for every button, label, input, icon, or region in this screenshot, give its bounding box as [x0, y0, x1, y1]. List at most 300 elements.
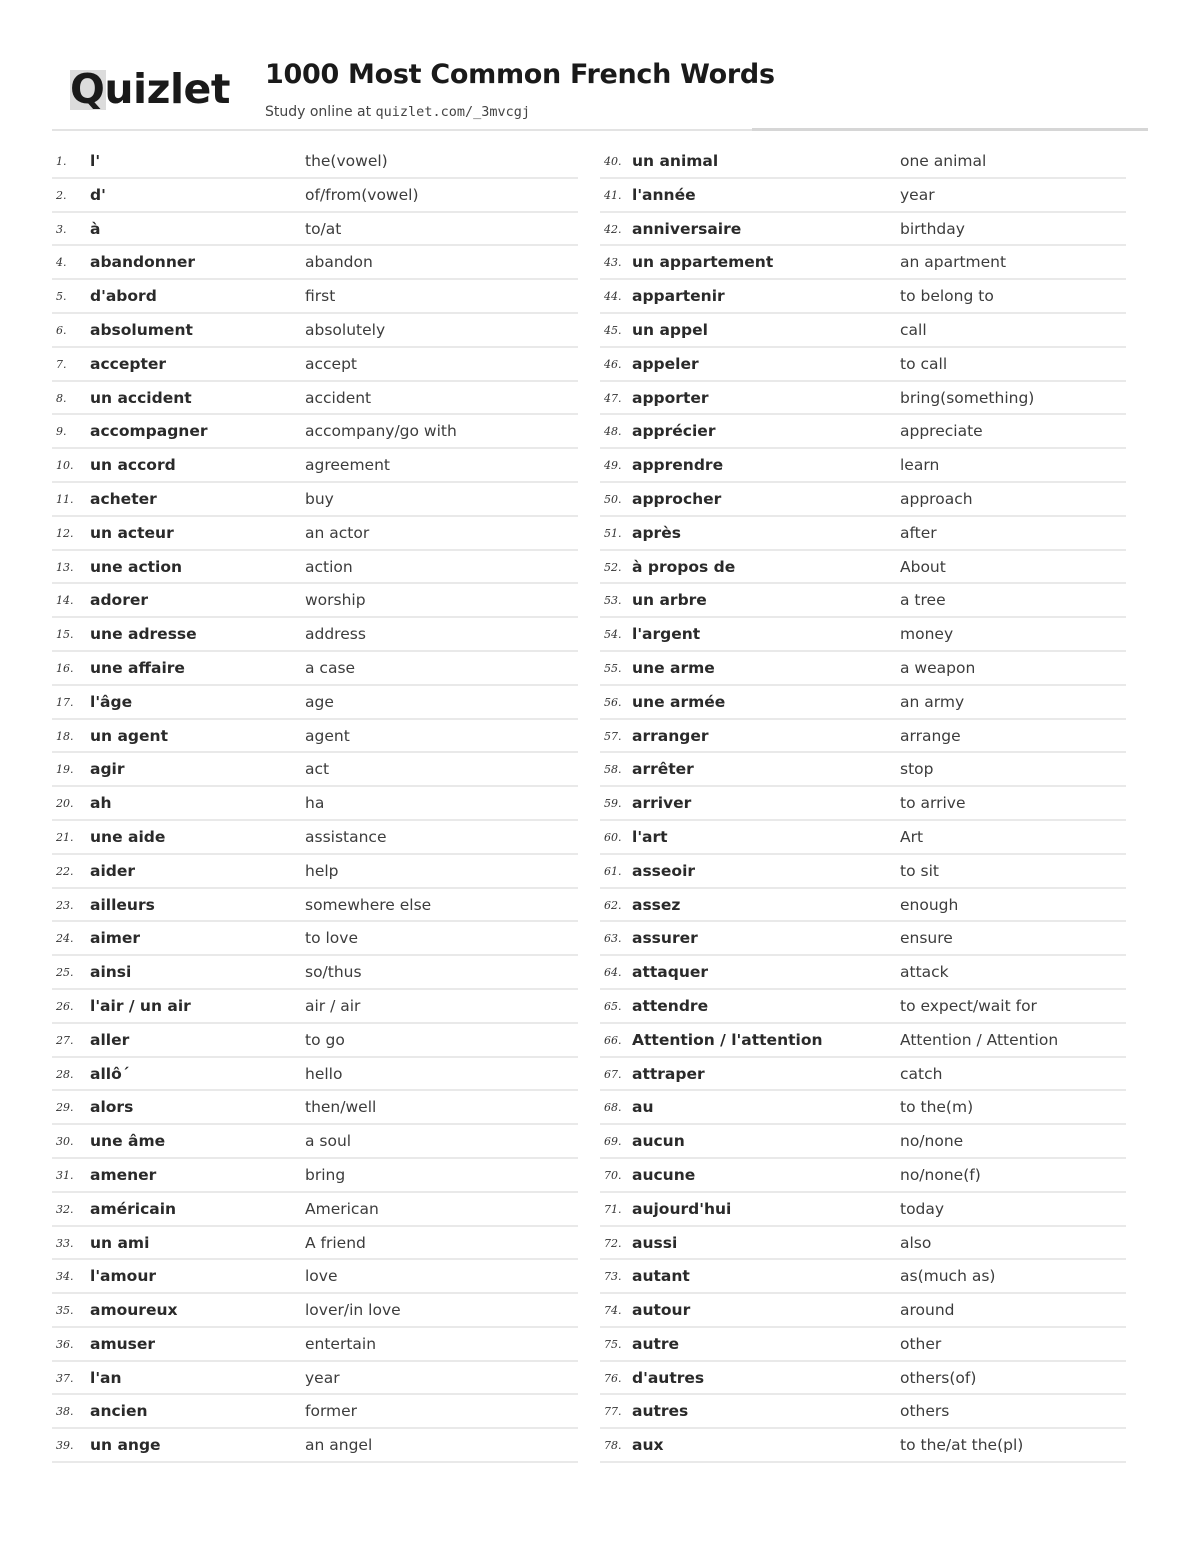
row-number: 11.: [56, 492, 74, 506]
row-number: 66.: [604, 1033, 622, 1047]
english-definition: to arrive: [900, 794, 966, 813]
english-definition: one animal: [900, 152, 987, 170]
french-term: allô´: [90, 1064, 130, 1083]
row-number: 17.: [56, 695, 74, 709]
row-number: 33.: [56, 1236, 74, 1250]
english-definition: Attention / Attention: [900, 1030, 1059, 1049]
french-term: un ami: [90, 1233, 150, 1252]
english-definition: to call: [900, 354, 948, 373]
french-term: arranger: [632, 726, 709, 745]
row-number: 52.: [604, 560, 622, 574]
french-term: autres: [632, 1402, 689, 1421]
row-number: 16.: [56, 661, 74, 675]
english-definition: learn: [900, 456, 940, 475]
row-number: 41.: [604, 188, 622, 202]
english-definition: help: [305, 861, 339, 880]
english-definition: other: [900, 1334, 942, 1353]
subtitle-prefix: Study online at: [265, 104, 376, 120]
row-number: 13.: [56, 560, 74, 574]
english-definition: act: [305, 760, 330, 779]
english-definition: also: [900, 1233, 932, 1252]
term-row: [52, 584, 578, 618]
english-definition: ha: [305, 794, 325, 813]
french-term: un arbre: [632, 591, 707, 610]
term-row: [52, 1193, 578, 1227]
english-definition: About: [900, 557, 946, 576]
english-definition: attack: [900, 963, 949, 982]
term-row: [52, 415, 578, 449]
french-term: à propos de: [632, 557, 736, 576]
row-number: 63.: [604, 932, 622, 946]
term-row: [52, 382, 578, 416]
french-term: une armée: [632, 692, 726, 711]
french-term: un appartement: [632, 253, 774, 272]
row-number: 6.: [56, 323, 67, 337]
french-term: après: [632, 523, 681, 542]
row-number: 58.: [604, 763, 622, 777]
term-row: [52, 213, 578, 247]
french-term: une arme: [632, 658, 715, 677]
row-number: 20.: [56, 797, 74, 811]
term-row: [600, 618, 1126, 652]
french-term: appartenir: [632, 287, 725, 306]
row-number: 54.: [604, 628, 622, 642]
english-definition: stop: [900, 760, 934, 779]
term-row: [52, 618, 578, 652]
term-row: [52, 922, 578, 956]
row-number: 25.: [56, 966, 74, 980]
row-number: 32.: [56, 1202, 74, 1216]
french-term: l'argent: [632, 625, 701, 644]
english-definition: hello: [305, 1064, 343, 1083]
english-definition: bring: [305, 1165, 346, 1184]
french-term: adorer: [90, 591, 149, 610]
french-term: attaquer: [632, 963, 709, 982]
french-term: un animal: [632, 152, 719, 170]
term-row: [600, 720, 1126, 754]
term-row: [52, 1294, 578, 1328]
term-row: [600, 145, 1126, 179]
row-number: 56.: [604, 695, 622, 709]
term-row: [600, 483, 1126, 517]
term-row: [52, 956, 578, 990]
french-term: apporter: [632, 388, 709, 407]
term-row: [52, 1328, 578, 1362]
english-definition: absolutely: [305, 320, 386, 339]
term-row: [600, 1125, 1126, 1159]
english-definition: no/none(f): [900, 1165, 981, 1184]
term-row: [600, 889, 1126, 923]
row-number: 59.: [604, 797, 622, 811]
term-row: [600, 179, 1126, 213]
french-term: attendre: [632, 996, 709, 1015]
english-definition: a case: [305, 658, 356, 677]
term-row: [600, 956, 1126, 990]
row-number: 4.: [56, 256, 67, 270]
term-row: [600, 990, 1126, 1024]
term-row: [600, 686, 1126, 720]
french-term: une âme: [90, 1132, 166, 1151]
row-number: 42.: [604, 222, 622, 236]
term-row: [52, 753, 578, 787]
french-term: américain: [90, 1199, 177, 1218]
term-row: [600, 213, 1126, 247]
french-term: aux: [632, 1436, 664, 1455]
english-definition: birthday: [900, 219, 965, 238]
row-number: 51.: [604, 526, 622, 540]
term-row: [52, 1362, 578, 1396]
french-term: l'amour: [90, 1267, 156, 1286]
term-row: [600, 855, 1126, 889]
english-definition: A friend: [305, 1233, 366, 1252]
french-term: attraper: [632, 1064, 705, 1083]
term-row: [52, 1125, 578, 1159]
term-row: [600, 652, 1126, 686]
french-term: l'an: [90, 1368, 122, 1387]
row-number: 3.: [56, 222, 67, 236]
row-number: 45.: [604, 323, 622, 337]
english-definition: accident: [305, 388, 372, 407]
french-term: l'année: [632, 185, 696, 204]
english-definition: approach: [900, 489, 973, 508]
english-definition: entertain: [305, 1334, 377, 1353]
term-row: [52, 280, 578, 314]
term-row: [600, 1227, 1126, 1261]
english-definition: a tree: [900, 591, 946, 610]
row-number: 8.: [56, 391, 67, 405]
french-term: l'art: [632, 827, 668, 846]
english-definition: worship: [305, 591, 366, 610]
term-row: [600, 821, 1126, 855]
row-number: 53.: [604, 594, 622, 608]
french-term: acheter: [90, 489, 157, 508]
row-number: 62.: [604, 898, 622, 912]
page-subtitle: [265, 102, 530, 122]
term-row: [600, 1429, 1126, 1463]
french-term: agir: [90, 760, 125, 779]
french-term: arrêter: [632, 760, 694, 779]
term-row: [600, 1159, 1126, 1193]
term-row: [52, 787, 578, 821]
row-number: 57.: [604, 729, 622, 743]
english-definition: accompany/go with: [305, 422, 457, 441]
row-number: 74.: [604, 1304, 622, 1318]
row-number: 72.: [604, 1236, 622, 1250]
term-row: [52, 246, 578, 280]
row-number: 2.: [56, 188, 67, 202]
english-definition: a weapon: [900, 658, 976, 677]
english-definition: to/at: [305, 219, 342, 238]
term-row: [600, 1091, 1126, 1125]
french-term: Attention / l'attention: [632, 1030, 823, 1049]
french-term: une aide: [90, 827, 166, 846]
term-row: [52, 1091, 578, 1125]
english-definition: age: [305, 692, 334, 711]
row-number: 1.: [56, 155, 67, 168]
french-term: aussi: [632, 1233, 678, 1252]
french-term: ailleurs: [90, 895, 155, 914]
term-row: [600, 280, 1126, 314]
english-definition: accept: [305, 354, 357, 373]
term-row: [52, 1159, 578, 1193]
english-definition: around: [900, 1301, 955, 1320]
english-definition: an apartment: [900, 253, 1007, 272]
row-number: 23.: [56, 898, 74, 912]
english-definition: arrange: [900, 726, 961, 745]
row-number: 34.: [56, 1270, 74, 1284]
term-row: [52, 686, 578, 720]
term-row: [52, 314, 578, 348]
english-definition: an angel: [305, 1436, 373, 1455]
english-definition: to go: [305, 1030, 345, 1049]
english-definition: money: [900, 625, 954, 644]
english-definition: to sit: [900, 861, 939, 880]
english-definition: as(much as): [900, 1267, 996, 1286]
term-row: [52, 551, 578, 585]
french-term: arriver: [632, 794, 692, 813]
english-definition: lover/in love: [305, 1301, 401, 1320]
french-term: alors: [90, 1098, 134, 1117]
row-number: 50.: [604, 492, 622, 506]
french-term: amuser: [90, 1334, 156, 1353]
row-number: 5.: [56, 290, 67, 304]
term-row: [52, 1227, 578, 1261]
term-row: [600, 787, 1126, 821]
term-row: [52, 821, 578, 855]
french-term: assez: [632, 895, 681, 914]
english-definition: ensure: [900, 929, 953, 948]
row-number: 24.: [56, 932, 74, 946]
english-definition: air / air: [305, 996, 361, 1015]
english-definition: an army: [900, 692, 965, 711]
english-definition: bring(something): [900, 388, 1035, 407]
english-definition: of/from(vowel): [305, 185, 419, 204]
term-row: [600, 1058, 1126, 1092]
row-number: 65.: [604, 999, 622, 1013]
english-definition: to the/at the(pl): [900, 1436, 1024, 1455]
english-definition: an actor: [305, 523, 370, 542]
french-term: aucun: [632, 1132, 685, 1151]
term-row: [52, 855, 578, 889]
row-number: 78.: [604, 1439, 622, 1453]
row-number: 64.: [604, 966, 622, 980]
row-number: 14.: [56, 594, 74, 608]
english-definition: first: [305, 287, 336, 306]
french-term: un ange: [90, 1436, 161, 1455]
row-number: 39.: [56, 1439, 74, 1453]
row-number: 61.: [604, 864, 622, 878]
term-row: [52, 145, 578, 179]
french-term: amener: [90, 1165, 157, 1184]
english-definition: call: [900, 320, 927, 339]
term-row: [52, 179, 578, 213]
french-term: ancien: [90, 1402, 148, 1421]
term-row: [52, 990, 578, 1024]
term-row: [600, 348, 1126, 382]
french-term: aucune: [632, 1165, 696, 1184]
english-definition: somewhere else: [305, 895, 432, 914]
row-number: 46.: [604, 357, 622, 371]
english-definition: Art: [900, 827, 924, 846]
term-row: [52, 483, 578, 517]
english-definition: to the(m): [900, 1098, 974, 1117]
header-divider-left: [52, 129, 752, 131]
term-row: [52, 652, 578, 686]
term-row: [52, 1429, 578, 1463]
french-term: une affaire: [90, 658, 185, 677]
row-number: 40.: [604, 155, 622, 168]
english-definition: appreciate: [900, 422, 983, 441]
french-term: appeler: [632, 354, 699, 373]
english-definition: buy: [305, 489, 334, 508]
term-row: [600, 1328, 1126, 1362]
french-term: autre: [632, 1334, 680, 1353]
row-number: 15.: [56, 628, 74, 642]
row-number: 69.: [604, 1135, 622, 1149]
header-divider-right: [752, 128, 1148, 131]
english-definition: after: [900, 523, 937, 542]
row-number: 28.: [56, 1067, 74, 1081]
english-definition: action: [305, 557, 353, 576]
french-term: aujourd'hui: [632, 1199, 732, 1218]
english-definition: a soul: [305, 1132, 352, 1151]
english-definition: no/none: [900, 1132, 964, 1151]
french-term: au: [632, 1098, 654, 1117]
french-term: aimer: [90, 929, 141, 948]
row-number: 21.: [56, 830, 74, 844]
english-definition: so/thus: [305, 963, 362, 982]
english-definition: agreement: [305, 456, 390, 475]
french-term: une adresse: [90, 625, 197, 644]
row-number: 12.: [56, 526, 74, 540]
page-title: 1000 Most Common French Words: [265, 59, 775, 90]
row-number: 38.: [56, 1405, 74, 1419]
term-row: [600, 1362, 1126, 1396]
french-term: ainsi: [90, 963, 132, 982]
term-row: [600, 1193, 1126, 1227]
french-term: anniversaire: [632, 219, 742, 238]
row-number: 10.: [56, 459, 74, 473]
term-row: [600, 1294, 1126, 1328]
row-number: 7.: [56, 357, 67, 371]
english-definition: abandon: [305, 253, 373, 272]
row-number: 48.: [604, 425, 622, 439]
english-definition: year: [305, 1368, 340, 1387]
row-number: 35.: [56, 1304, 74, 1318]
term-row: [52, 1024, 578, 1058]
row-number: 47.: [604, 391, 622, 405]
english-definition: love: [305, 1267, 338, 1286]
term-row: [600, 449, 1126, 483]
row-number: 26.: [56, 999, 74, 1013]
row-number: 67.: [604, 1067, 622, 1081]
french-term: l': [90, 152, 101, 170]
row-number: 37.: [56, 1371, 74, 1385]
term-row: [52, 1395, 578, 1429]
french-term: asseoir: [632, 861, 696, 880]
row-number: 43.: [604, 256, 622, 270]
french-term: abandonner: [90, 253, 196, 272]
term-row: [52, 720, 578, 754]
english-definition: to belong to: [900, 287, 994, 306]
row-number: 60.: [604, 830, 622, 844]
french-term: d'abord: [90, 287, 157, 306]
row-number: 18.: [56, 729, 74, 743]
french-term: accompagner: [90, 422, 208, 441]
french-term: aller: [90, 1030, 130, 1049]
term-row: [52, 348, 578, 382]
term-row: [600, 1260, 1126, 1294]
english-definition: American: [305, 1199, 379, 1218]
french-term: apprendre: [632, 456, 724, 475]
row-number: 9.: [56, 425, 67, 439]
quizlet-logo: Quizlet: [70, 65, 230, 113]
term-row: [600, 246, 1126, 280]
french-term: approcher: [632, 489, 722, 508]
french-term: d': [90, 185, 106, 204]
term-row: [600, 415, 1126, 449]
row-number: 22.: [56, 864, 74, 878]
french-term: absolument: [90, 320, 193, 339]
term-row: [600, 922, 1126, 956]
row-number: 77.: [604, 1405, 622, 1419]
french-term: amoureux: [90, 1301, 178, 1320]
term-row: [52, 1260, 578, 1294]
french-term: d'autres: [632, 1368, 705, 1387]
french-term: un appel: [632, 320, 708, 339]
english-definition: address: [305, 625, 366, 644]
french-term: un acteur: [90, 523, 174, 542]
term-row: [600, 1395, 1126, 1429]
row-number: 19.: [56, 763, 74, 777]
english-definition: to expect/wait for: [900, 996, 1037, 1015]
study-url-link[interactable]: quizlet.com/_3mvcgj: [375, 104, 530, 120]
english-definition: others(of): [900, 1368, 977, 1387]
english-definition: former: [305, 1402, 358, 1421]
term-row: [52, 449, 578, 483]
english-definition: to love: [305, 929, 358, 948]
row-number: 36.: [56, 1337, 74, 1351]
term-row: [52, 517, 578, 551]
french-term: un agent: [90, 726, 168, 745]
french-term: autant: [632, 1267, 690, 1286]
row-number: 75.: [604, 1337, 622, 1351]
english-definition: others: [900, 1402, 950, 1421]
term-row: [600, 753, 1126, 787]
row-number: 73.: [604, 1270, 622, 1284]
term-row: [600, 1024, 1126, 1058]
row-number: 29.: [56, 1101, 74, 1115]
french-term: l'âge: [90, 692, 133, 711]
row-number: 76.: [604, 1371, 622, 1385]
french-term: accepter: [90, 354, 167, 373]
french-term: à: [90, 219, 101, 238]
french-term: ah: [90, 794, 112, 813]
term-row: [600, 584, 1126, 618]
row-number: 27.: [56, 1033, 74, 1047]
row-number: 71.: [604, 1202, 622, 1216]
term-row: [600, 382, 1126, 416]
french-term: un accident: [90, 388, 192, 407]
french-term: aider: [90, 861, 136, 880]
row-number: 68.: [604, 1101, 622, 1115]
french-term: l'air / un air: [90, 996, 191, 1015]
term-row: [52, 1058, 578, 1092]
row-number: 31.: [56, 1168, 74, 1182]
french-term: assurer: [632, 929, 698, 948]
english-definition: enough: [900, 895, 959, 914]
english-definition: assistance: [305, 827, 387, 846]
